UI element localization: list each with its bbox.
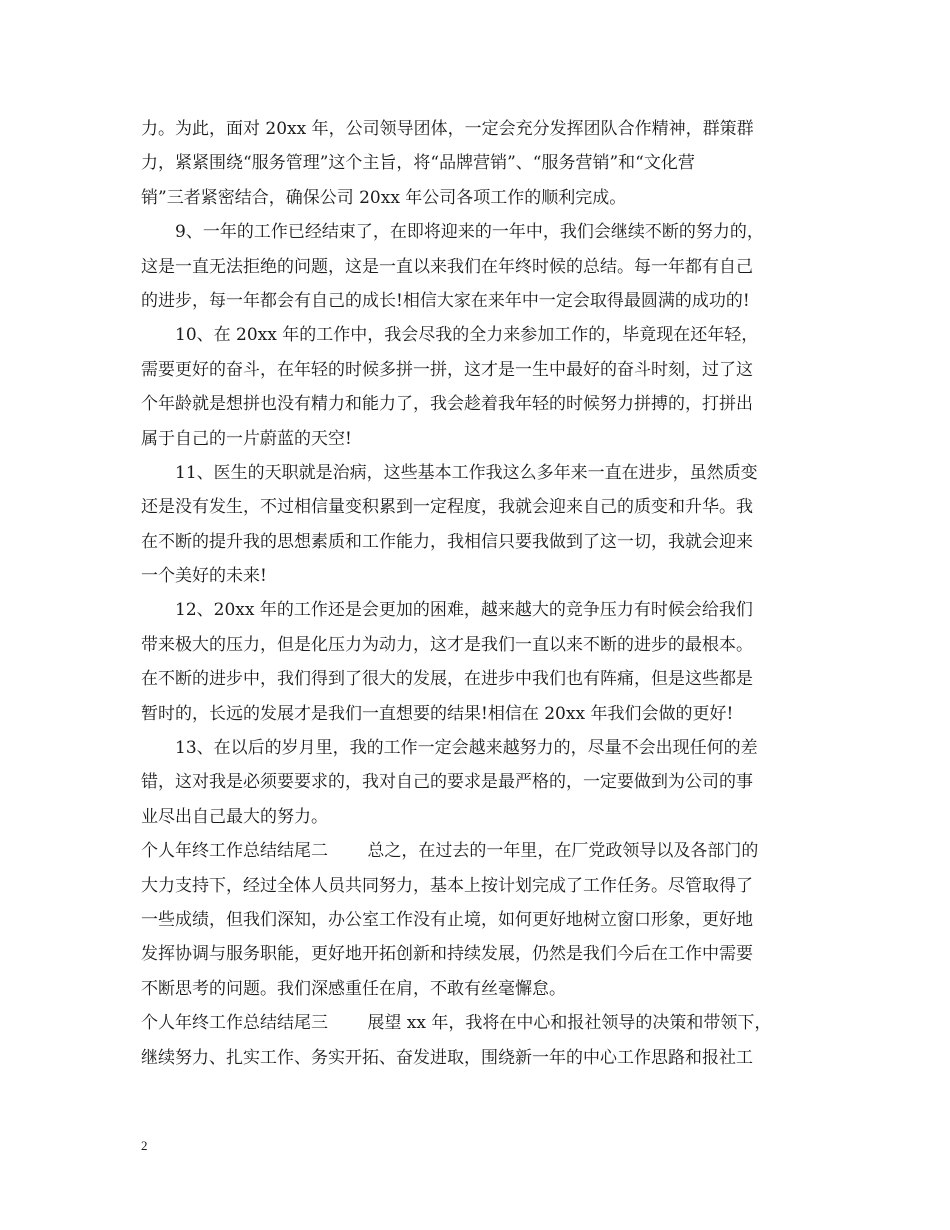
text-line: 暂时的，长远的发展才是我们一直想要的结果!相信在 20xx 年我们会做的更好!	[141, 703, 734, 724]
text-line: 错，这对我是必须要要求的，我对自己的要求是最严格的，一定要做到为公司的事	[141, 772, 753, 793]
text-line: 销”三者紧密结合，确保公司 20xx 年公司各项工作的顺利完成。	[141, 187, 627, 208]
text-line: 需要更好的奋斗，在年轻的时候多拼一拼，这才是一生中最好的奋斗时刻，过了这	[141, 359, 753, 380]
text-line: 带来极大的压力，但是化压力为动力，这才是我们一直以来不断的进步的最根本。	[141, 634, 753, 655]
text-line: 在不断的进步中，我们得到了很大的发展，在进步中我们也有阵痛，但是这些都是	[141, 669, 753, 690]
text-line: 不断思考的问题。我们深感重任在肩，不敢有丝毫懈怠。	[141, 978, 566, 999]
text-line: 一些成绩，但我们深知，办公室工作没有止境，如何更好地树立窗口形象，更好地	[141, 909, 753, 930]
text-line: 发挥协调与服务职能，更好地开拓创新和持续发展，仍然是我们今后在工作中需要	[141, 944, 753, 965]
text-line: 业尽出自己最大的努力。	[141, 806, 328, 827]
text-line: 11、医生的天职就是治病，这些基本工作我这么多年来一直在进步，虽然质变	[141, 462, 758, 483]
text-line: 在不断的提升我的思想素质和工作能力，我相信只要我做到了这一切，我就会迎来	[141, 531, 753, 552]
text-line: 个人年终工作总结结尾二 总之，在过去的一年里，在厂党政领导以及各部门的	[141, 841, 759, 862]
text-line: 个年龄就是想拼也没有精力和能力了，我会趁着我年轻的时候努力拼搏的，打拼出	[141, 394, 753, 415]
text-line: 属于自己的一片蔚蓝的天空!	[141, 428, 352, 449]
text-line: 12、20xx 年的工作还是会更加的困难，越来越大的竞争压力有时候会给我们	[141, 600, 753, 621]
text-line: 继续努力、扎实工作、务实开拓、奋发进取，围绕新一年的中心工作思路和报社工	[141, 1047, 753, 1068]
text-line: 个人年终工作总结结尾三 展望 xx 年，我将在中心和报社领导的决策和带领下，	[141, 1013, 772, 1034]
text-line: 力，紧紧围绕“服务管理”这个主旨，将“品牌营销”、“服务营销”和“文化营	[141, 153, 695, 174]
text-line: 一个美好的未来!	[141, 566, 267, 587]
text-line: 还是没有发生，不过相信量变积累到一定程度，我就会迎来自己的质变和升华。我	[141, 497, 753, 518]
body-text	[141, 112, 821, 1075]
text-line: 大力支持下，经过全体人员共同努力，基本上按计划完成了工作任务。尽管取得了	[141, 875, 753, 896]
text-line: 这是一直无法拒绝的问题，这是一直以来我们在年终时候的总结。每一年都有自己	[141, 256, 753, 277]
text-line: 的进步，每一年都会有自己的成长!相信大家在来年中一定会取得最圆满的成功的!	[141, 290, 750, 311]
text-line: 力。为此，面对 20xx 年，公司领导团体，一定会充分发挥团队合作精神，群策群	[141, 119, 754, 139]
text-line: 13、在以后的岁月里，我的工作一定会越来越努力的，尽量不会出现任何的差	[141, 738, 758, 759]
text-line: 9、一年的工作已经结束了，在即将迎来的一年中，我们会继续不断的努力的，	[141, 222, 764, 243]
text-line: 10、在 20xx 年的工作中，我会尽我的全力来参加工作的，毕竟现在还年轻，	[141, 325, 759, 346]
page-number: 2	[141, 1138, 148, 1153]
